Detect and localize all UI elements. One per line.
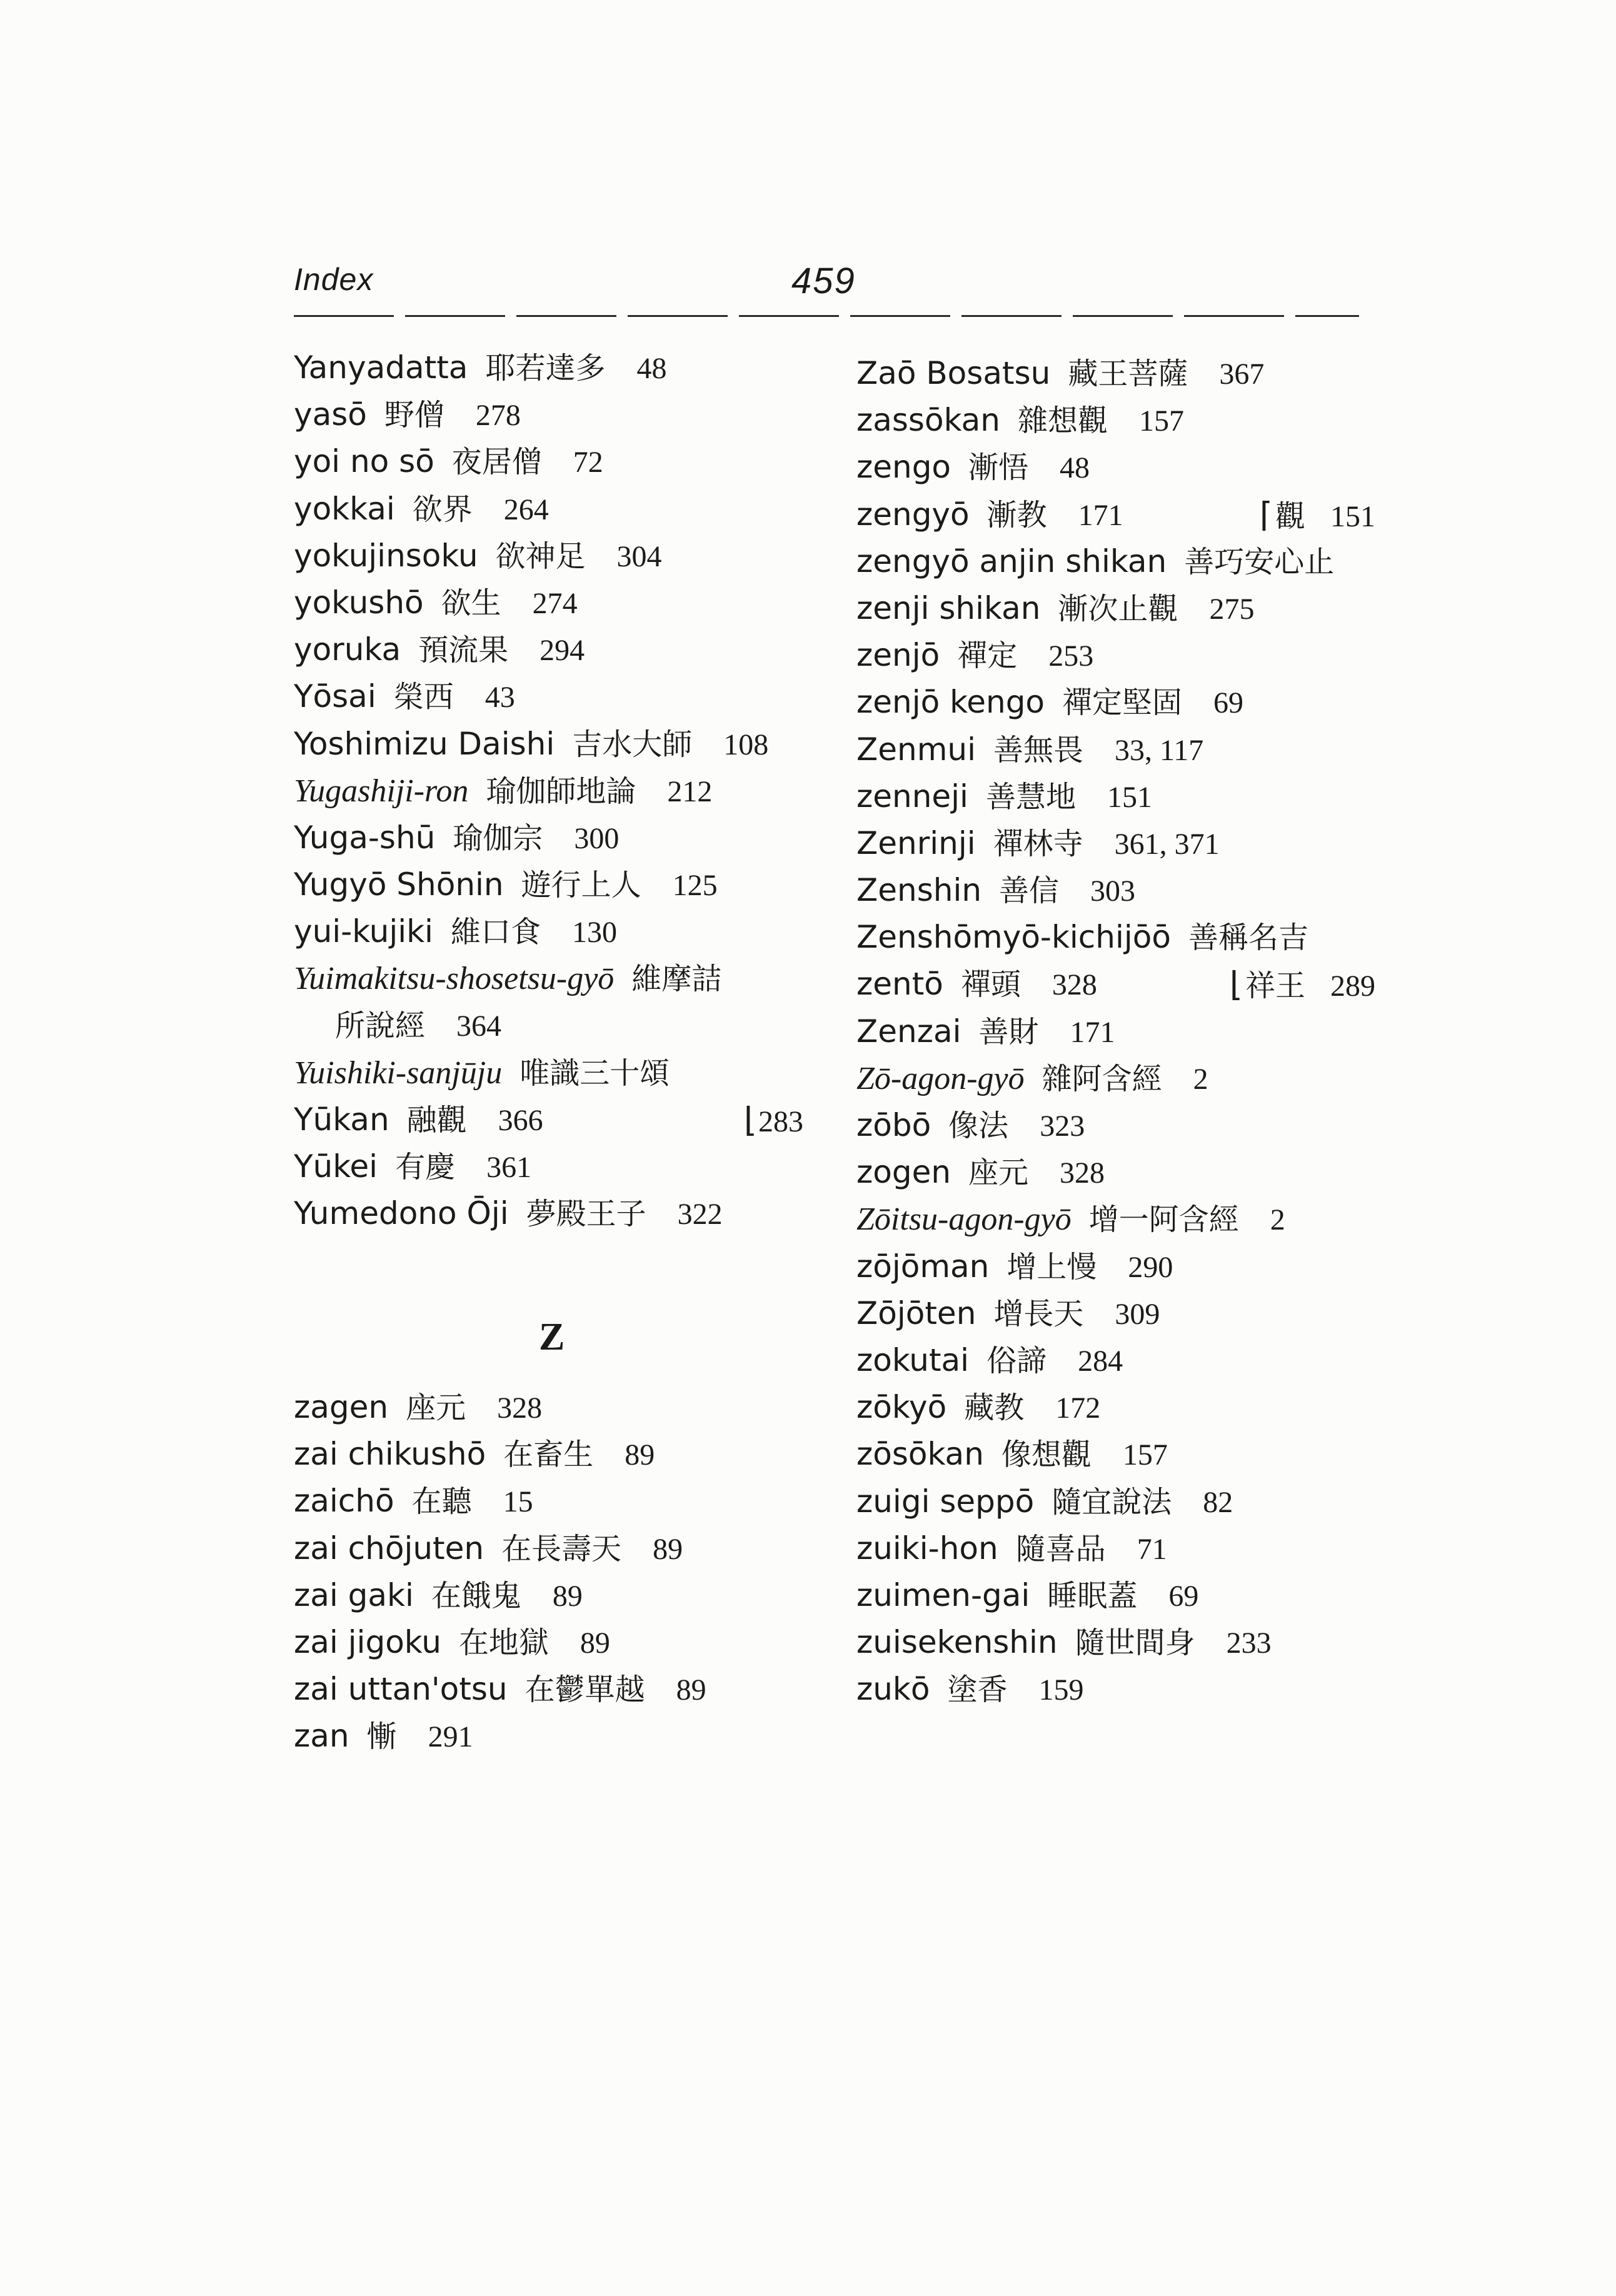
entry-kanji: 有慶 [395, 1150, 456, 1185]
entry-romanization: zan [294, 1718, 349, 1755]
entry-romanization: yokujinsoku [294, 537, 478, 574]
entry-kanji: 維摩詰 [631, 961, 722, 997]
entry-page-refs: 291 [428, 1720, 473, 1754]
entry-page-refs: 159 [1038, 1673, 1084, 1707]
entry-romanization: zōbō [856, 1107, 931, 1143]
index-entry [856, 1102, 1375, 1149]
index-entry [294, 815, 803, 861]
entry-romanization: Yūkan [294, 1101, 389, 1138]
entry-page-refs: 89 [653, 1532, 683, 1566]
index-entry [856, 726, 1375, 773]
entry-romanization: Yanyadatta [294, 349, 468, 386]
entry-kanji: 禪定堅固 [1062, 685, 1183, 721]
entry-page-refs: 89 [552, 1579, 583, 1613]
index-entry [856, 491, 1375, 538]
entry-page-refs: 171 [1070, 1015, 1115, 1049]
entry-page-refs: 71 [1137, 1532, 1167, 1566]
index-entry [294, 626, 803, 673]
index-entry [856, 1666, 1375, 1713]
running-head-section-title: Index [294, 262, 374, 297]
entry-romanization: zenjō [856, 637, 940, 674]
entry-page-refs: 367 [1219, 358, 1265, 391]
entry-kanji: 在長壽天 [501, 1531, 622, 1567]
entry-kanji: 隨世間身 [1075, 1625, 1195, 1661]
entry-kanji: 欲神足 [495, 538, 586, 574]
entry-romanization: Yuga-shū [294, 819, 436, 856]
index-entry [856, 867, 1375, 914]
index-entry [856, 1478, 1375, 1525]
entry-page-refs: 328 [1051, 968, 1097, 1002]
entry-romanization: zai gaki [294, 1577, 414, 1613]
continuation-bracket: ⌊ [743, 1100, 757, 1140]
entry-romanization: Yugashiji-ron [294, 773, 469, 809]
entry-kanji: 座元 [406, 1390, 466, 1425]
entry-page-refs: 278 [475, 399, 521, 433]
entry-romanization: Zaō Bosatsu [856, 355, 1051, 391]
entry-page-refs: 157 [1122, 1438, 1168, 1472]
entry-kanji: 善慧地 [985, 779, 1076, 815]
entry-kanji: 野僧 [384, 398, 444, 433]
entry-kanji: 善稱名吉 [1188, 920, 1308, 956]
entry-page-refs: 284 [1078, 1344, 1123, 1378]
entry-page-refs: 171 [1078, 498, 1123, 532]
z-section-entries [294, 1384, 803, 1760]
index-entry [294, 1525, 803, 1572]
entry-page-refs: 69 [1213, 686, 1244, 720]
index-entry [294, 1478, 803, 1525]
index-entry [294, 344, 803, 391]
index-entry [856, 1431, 1375, 1478]
entry-kanji: 在鬱單越 [524, 1672, 645, 1708]
index-entry [856, 397, 1375, 444]
entry-page-refs: 275 [1209, 592, 1255, 626]
entry-kanji: 吉水大師 [572, 726, 693, 762]
entry-romanization: Zenshōmyō-kichijōō [856, 919, 1171, 956]
index-entry [294, 768, 803, 815]
index-entry [856, 773, 1375, 820]
entry-kanji: 座元 [968, 1155, 1029, 1191]
entry-page-refs: 82 [1203, 1485, 1233, 1519]
index-entry [294, 1384, 803, 1431]
entry-kanji: 善信 [999, 873, 1060, 909]
entry-kanji: 善財 [978, 1014, 1039, 1050]
index-entry [294, 861, 803, 908]
right-index-column [856, 350, 1375, 1713]
entry-page-refs: 2 [1270, 1203, 1285, 1237]
continuation-page-refs: 151 [1330, 499, 1375, 533]
entry-page-refs: 364 [456, 1009, 502, 1043]
entry-romanization: yoi no sō [294, 443, 434, 480]
index-entry [856, 679, 1375, 726]
entry-romanization: zuigi seppō [856, 1483, 1035, 1520]
index-entry [294, 908, 803, 955]
index-entry [294, 1143, 803, 1190]
entry-romanization: Zōitsu-agon-gyō [856, 1201, 1071, 1238]
entry-page-refs: 15 [503, 1485, 533, 1519]
index-entry [294, 391, 803, 438]
entry-kanji: 藏教 [964, 1390, 1025, 1426]
entry-page-refs: 264 [503, 493, 549, 526]
entry-page-refs: 253 [1048, 639, 1094, 673]
index-entry [856, 1290, 1375, 1337]
index-entry [294, 486, 803, 533]
entry-romanization: zai chōjuten [294, 1530, 484, 1567]
entry-romanization: yokushō [294, 584, 424, 621]
entry-kanji: 漸悟 [968, 450, 1029, 486]
index-entry [294, 1431, 803, 1478]
entry-romanization: zuisekenshin [856, 1624, 1058, 1661]
entry-page-refs: 361 [486, 1151, 532, 1185]
entry-page-refs: 290 [1128, 1250, 1173, 1284]
entry-romanization: zengyō anjin shikan [856, 543, 1167, 579]
entry-kanji: 善巧安心止 [1184, 544, 1335, 579]
entry-page-refs: 323 [1040, 1110, 1085, 1143]
entry-page-refs: 72 [573, 446, 603, 479]
continuation-bracket: ⌊ [1229, 965, 1243, 1005]
entry-romanization: zōkyō [856, 1389, 947, 1426]
entry-romanization: zai jigoku [294, 1623, 441, 1660]
index-entry [856, 538, 1375, 585]
entry-romanization: yokkai [294, 490, 395, 527]
entry-kanji: 像法 [948, 1108, 1009, 1143]
entry-page-refs: 69 [1168, 1579, 1199, 1613]
entry-romanization: zōjōman [856, 1248, 990, 1285]
entry-page-refs: 157 [1139, 404, 1184, 438]
continuation-page-refs: 283 [758, 1105, 803, 1138]
index-entry [856, 1243, 1375, 1290]
index-entry [856, 1008, 1375, 1055]
entry-kanji: 欲界 [412, 491, 473, 527]
entry-romanization: Yuishiki-sanjūju [294, 1055, 503, 1091]
entry-kanji: 榮西 [393, 679, 454, 715]
index-entry [294, 1619, 803, 1666]
entry-romanization: zuiki-hon [856, 1530, 998, 1567]
index-entry [294, 1572, 803, 1619]
entry-kanji: 欲生 [441, 585, 501, 621]
entry-page-refs: 125 [672, 869, 718, 903]
entry-page-refs: 294 [540, 634, 585, 668]
entry-kanji: 禪頭 [960, 967, 1021, 1003]
index-entry [294, 1003, 803, 1050]
entry-kanji: 增一阿含經 [1088, 1202, 1239, 1238]
index-entry [294, 673, 803, 720]
index-entry [856, 1055, 1375, 1102]
entry-romanization: zagen [294, 1389, 389, 1425]
entry-kanji: 藏王菩薩 [1068, 356, 1188, 391]
entry-romanization: zassōkan [856, 402, 1000, 439]
entry-kanji: 漸次止觀 [1058, 591, 1178, 626]
index-entry [294, 579, 803, 626]
index-entry [294, 1190, 803, 1237]
index-entry [856, 961, 1375, 1008]
continuation-bracket: ⌈ [1259, 494, 1273, 534]
entry-page-refs: 322 [677, 1198, 723, 1231]
entry-page-refs: 89 [625, 1438, 655, 1472]
entry-kanji: 雜想觀 [1017, 403, 1108, 439]
entry-kanji: 禪定 [957, 638, 1018, 674]
entry-romanization: zukō [856, 1671, 930, 1708]
entry-page-refs: 361, 371 [1114, 827, 1220, 861]
entry-romanization: Zenshin [856, 872, 982, 909]
entry-romanization: Yugyō Shōnin [294, 866, 504, 903]
entry-kanji: 在餓鬼 [431, 1578, 521, 1613]
entry-page-refs: 300 [574, 821, 620, 855]
entry-romanization: Zōjōten [856, 1295, 976, 1331]
entry-romanization: Zenzai [856, 1013, 961, 1050]
entry-kanji: 慚 [366, 1719, 397, 1755]
entry-kanji: 像想觀 [1001, 1437, 1092, 1473]
index-entry [294, 533, 803, 579]
header-dashed-rule [294, 315, 1359, 317]
index-entry [294, 1096, 803, 1143]
index-entry [856, 1572, 1375, 1619]
entry-page-refs: 366 [498, 1104, 543, 1137]
entry-page-refs: 48 [1060, 451, 1090, 485]
entry-kanji: 增長天 [993, 1296, 1084, 1331]
entry-romanization: zenneji [856, 778, 968, 815]
index-entry [294, 1666, 803, 1713]
entry-kanji: 善無畏 [993, 732, 1084, 768]
entry-kanji: 在畜生 [503, 1437, 594, 1473]
left-index-column [294, 344, 803, 1238]
entry-page-refs: 33, 117 [1115, 733, 1204, 767]
entry-kanji: 在聽 [411, 1484, 472, 1520]
entry-romanization: zokutai [856, 1341, 970, 1378]
entry-page-refs: 212 [667, 775, 713, 808]
entry-page-refs: 328 [497, 1391, 543, 1425]
index-entry [856, 1337, 1375, 1384]
entry-romanization: zai chikushō [294, 1436, 486, 1473]
entry-romanization: yui-kujiki [294, 913, 433, 950]
entry-page-refs: 130 [571, 916, 617, 950]
entry-page-refs: 303 [1090, 875, 1136, 908]
entry-page-refs: 89 [580, 1626, 610, 1660]
continuation-page-refs: 289 [1330, 970, 1375, 1003]
index-entry [294, 721, 803, 768]
index-entry [294, 1050, 803, 1096]
entry-page-refs: 108 [723, 728, 769, 761]
entry-kanji: 所說經 [335, 1008, 426, 1043]
entry-kanji: 瑜伽宗 [453, 820, 543, 856]
entry-romanization: zentō [856, 966, 943, 1003]
entry-kanji: 維口食 [450, 915, 541, 950]
entry-romanization: yasō [294, 396, 367, 433]
entry-kanji: 瑜伽師地論 [486, 773, 636, 809]
index-entry [856, 632, 1375, 679]
entry-romanization: zengo [856, 449, 951, 486]
index-entry [856, 820, 1375, 867]
entry-romanization: zuimen-gai [856, 1577, 1030, 1613]
entry-kanji: 增上慢 [1006, 1249, 1097, 1285]
entry-kanji: 雜阿含經 [1041, 1061, 1162, 1096]
entry-page-refs: 233 [1226, 1627, 1272, 1660]
entry-romanization: Yūkei [294, 1148, 378, 1185]
entry-kanji: 預流果 [418, 633, 509, 668]
entry-kanji: 遊行上人 [521, 868, 641, 903]
continuation-kanji: 觀 [1275, 498, 1305, 534]
index-entry [294, 438, 803, 485]
entry-kanji: 漸教 [986, 497, 1047, 533]
entry-page-refs: 89 [676, 1673, 706, 1707]
page-number: 459 [791, 261, 856, 301]
index-entry [294, 1713, 803, 1760]
index-entry [856, 914, 1375, 961]
index-entry [856, 1196, 1375, 1243]
entry-page-refs: 172 [1055, 1391, 1101, 1425]
entry-romanization: Yōsai [294, 678, 376, 715]
entry-kanji: 睡眠蓋 [1047, 1578, 1138, 1613]
entry-romanization: Yuimakitsu-shosetsu-gyō [294, 961, 615, 997]
index-entry [856, 1525, 1375, 1572]
entry-romanization: Zenmui [856, 731, 976, 768]
entry-romanization: zengyō [856, 496, 970, 533]
entry-page-refs: 48 [636, 352, 667, 385]
index-entry [856, 1384, 1375, 1431]
entry-page-refs: 43 [484, 681, 515, 714]
entry-kanji: 唯識三十頌 [519, 1055, 670, 1091]
entry-romanization: Yumedono Ōji [294, 1195, 509, 1232]
index-entry [856, 1619, 1375, 1666]
index-entry [856, 350, 1375, 397]
entry-romanization: yoruka [294, 631, 401, 668]
index-entry [856, 585, 1375, 632]
entry-page-refs: 309 [1115, 1297, 1160, 1331]
entry-page-refs: 151 [1107, 780, 1152, 814]
entry-page-refs: 2 [1193, 1062, 1208, 1096]
entry-kanji: 禪林寺 [993, 826, 1083, 861]
entry-kanji: 夢殿王子 [526, 1196, 646, 1232]
index-entry [856, 1149, 1375, 1196]
entry-page-refs: 328 [1060, 1156, 1105, 1190]
entry-page-refs: 304 [616, 539, 662, 573]
continuation-kanji: 祥王 [1245, 968, 1305, 1004]
entry-kanji: 夜居僧 [451, 444, 542, 480]
entry-page-refs: 274 [532, 586, 578, 620]
index-entry [294, 955, 803, 1002]
entry-romanization: zogen [856, 1154, 951, 1191]
entry-romanization: zenjō kengo [856, 684, 1045, 721]
entry-romanization: zaichō [294, 1483, 394, 1520]
entry-kanji: 隨宜說法 [1051, 1484, 1172, 1520]
section-letter-heading: Z [539, 1316, 565, 1358]
entry-romanization: Zō-agon-gyō [856, 1060, 1025, 1096]
entry-romanization: Yoshimizu Daishi [294, 725, 555, 762]
index-entry [856, 444, 1375, 491]
entry-romanization: zōsōkan [856, 1436, 984, 1473]
entry-kanji: 俗諦 [986, 1343, 1047, 1378]
entry-kanji: 耶若達多 [485, 351, 606, 386]
entry-kanji: 在地獄 [458, 1625, 549, 1660]
entry-romanization: zai uttan'otsu [294, 1671, 508, 1708]
entry-kanji: 融觀 [406, 1103, 467, 1138]
entry-romanization: zenji shikan [856, 589, 1041, 626]
entry-kanji: 隨喜品 [1015, 1531, 1106, 1567]
entry-romanization: Zenrinji [856, 825, 976, 861]
entry-kanji: 塗香 [947, 1672, 1008, 1708]
